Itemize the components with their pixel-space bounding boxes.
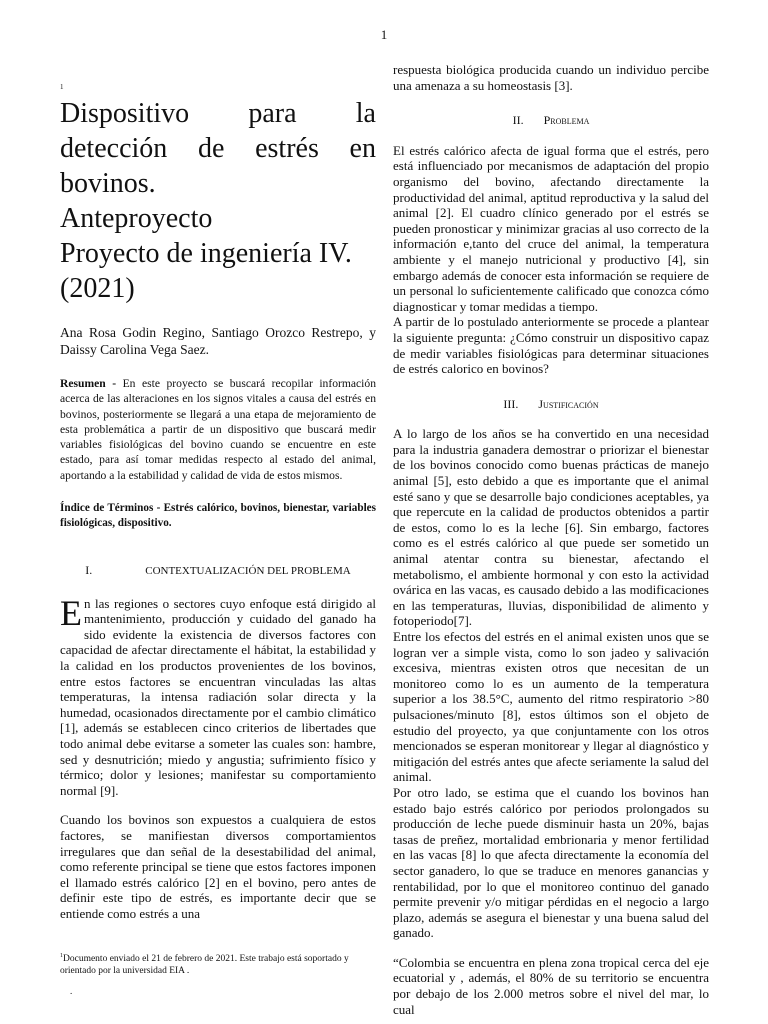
page-number: 1: [380, 27, 388, 42]
left-column: [60, 62, 376, 999]
section-heading: [60, 563, 376, 580]
section-paragraph: A lo largo de los años se ha convertido en una necesidad para la industria ganadera demostrar o priorizar el bienestar de los bovinos conocido como buenas prácticas de manejo animal [5], esto debido a que es importante que el animal esté sano y que se desarrolle bajo condiciones aceptables, ya que repercute en la calidad de productos obtenidos a partir de estos, como lo es la leche [6]. Sin embargo, factores como es el estrés calórico al que puede ser sometido un animal atentar contra su bienestar, afectando el metabolismo, el ambiente hormonal y con esto la actividad ovárica en las vacas, es causado debido a las modificaciones en las temperaturas, lluvias, disponibilidad de alimento y fotoperiodo[7].: [393, 426, 709, 629]
abstract-text: En este proyecto se buscará recopilar información acerca de las alteraciones en los signos vitales a causa del estrés en bovinos, posteriormente se llegará a una etapa de mejoramiento de esta problemática a partir de un dispositivo que buscará medir variables fisiológicas del bovino cuando se encuentre en este estado, para así tomar medidas respecto al estado del animal, aportando a la estabilidad y calidad de vida de estos mismos.: [60, 377, 376, 482]
section-paragraph: El estrés calórico afecta de igual forma que el estrés, pero está influenciado por mecanismos de adaptación del propio organismo del bovino, afectando directamente la productividad del animal, aptitud reproductiva y la salud del animal [2]. El cuadro clínico generado por el estrés se pueden pronosticar y minimizar gracias al uso correcto de la información e,tanto del cruce del animal, la temperatura ambiente y el manejo nutricional y productivo [4], sin embargo además de conocer esta información se requiere de un personal lo suficientemente calificado que conozca cómo diagnosticar y tomar medidas a tiempo.: [393, 142, 709, 314]
title-line: Dispositivo para la: [60, 98, 376, 129]
title-line: detección de estrés en: [60, 133, 376, 164]
footnote: [60, 950, 376, 978]
section-heading: [393, 397, 709, 413]
section-paragraph: “Colombia se encuentra en plena zona tropical cerca del eje ecuatorial y , además, el 80% de su territorio se encuentra por debajo de los 2.000 metros sobre el nivel del mar, lo cual: [393, 954, 709, 1017]
section-heading: [393, 113, 709, 129]
right-column: [393, 62, 709, 1017]
continuation-paragraph: respuesta biológica producida cuando un individuo percibe una amenaza a su homeostasis [3].: [393, 62, 709, 93]
section-number: III.: [503, 396, 519, 411]
section-title: Problema: [543, 113, 590, 128]
section-paragraph: Entre los efectos del estrés en el animal existen unos que se logran ver a simple vista, como lo son jadeo y salivación excesiva, mientras existen otros que necesitan de un monitoreo como lo es un aumento de la temperatura superior a los 38.5°C, aumento del ritmo respiratorio >80 pulsaciones/minuto [8], estos últimos son el objeto de estudio del proyecto, ya que conjuntamente con los otros mencionados se esperan monitorear y llegar al diagnóstico y mitigación del estrés antes que afecte seriamente la salud del animal.: [393, 629, 709, 785]
abstract: [60, 376, 376, 483]
section-title: CONTEXTUALIZACIÓN DEL PROBLEMA: [145, 565, 351, 578]
title-line: Anteproyecto: [60, 203, 213, 234]
section-paragraph: Cuando los bovinos son expuestos a cualquiera de estos factores, se manifiestan diversos comportamientos irregulares que dan señal de la desestabilidad del animal, como referente principal se tiene que estos factores imponen el llamado estrés calórico [2] en el bovino, pero antes de definir este tipo de estrés, es importante decir que se entiende como estrés a una: [60, 812, 376, 921]
footnote-dot: .: [70, 985, 73, 996]
section-number: II.: [512, 113, 524, 128]
index-terms: Índice de Términos - Estrés calórico, bovinos, bienestar, variables fisiológicas, dispositivo.: [60, 502, 376, 530]
section-number: I.: [85, 563, 93, 578]
section-title: Justificación: [538, 396, 599, 411]
title-line: Proyecto de ingeniería IV.: [60, 238, 352, 269]
title-line: (2021): [60, 273, 135, 304]
section-paragraph: [60, 592, 376, 799]
footnote-marker: 1: [60, 83, 64, 91]
abstract-label: Resumen -: [60, 377, 117, 390]
paragraph-text: n las regiones o sectores cuyo enfoque está dirigido al mantenimiento, producción y cuidado del ganado ha sido evidente la existencia de diversos factores con capacidad de afectar directamente el hábitat, la estabilidad y la calidad en los productos provenientes de los bovinos, entre estos factores se encuentran vinculadas las altas temperaturas, la intensa radiación solar directa y la humedad, ocasionados directamente por el cambio climático [1], además se establecen cinco criterios de libertades que todo animal debe evitarse a someter las cuales son: hambre, sed y desnutrición; miedo y angustia; sufrimiento físico y térmico; dolor y lesiones; manifestar su comportamiento normal [9].: [60, 595, 376, 798]
footnote-text: Documento enviado el 21 de febrero de 2021. Este trabajo está soportado y orientado por la universidad EIA .: [60, 953, 349, 977]
footnote-number: 1: [60, 952, 63, 959]
drop-cap: E: [60, 592, 82, 633]
section-paragraph: Por otro lado, se estima que el cuando los bovinos han estado bajo estrés calórico por periodos prolongados su producción de leche puede disminuir hasta un 20%, bajas tasas de preñez, mortalidad embrionaria y menor fertilidad en las vacas [8] lo que afecta directamente la economía del sector ganadero, lo que se traduce en menores ganancias y rentabilidad, por lo que el monitoreo continuo del ganado permite prevenir y/o mitigar pérdidas en el negocio a largo plazo, además se asegura el bienestar y una buena salud del ganado.: [393, 784, 709, 941]
section-paragraph: A partir de lo postulado anteriormente se procede a plantear la siguiente pregunta: ¿Cómo construir un dispositivo capaz de medir variables fisiológicas para determinar situaciones de estrés calorico en bovinos?: [393, 314, 709, 377]
title-line: bovinos.: [60, 168, 156, 199]
paper-title: [60, 96, 376, 306]
authors: Ana Rosa Godin Regino, Santiago Orozco Restrepo, y Daissy Carolina Vega Saez.: [60, 325, 376, 357]
